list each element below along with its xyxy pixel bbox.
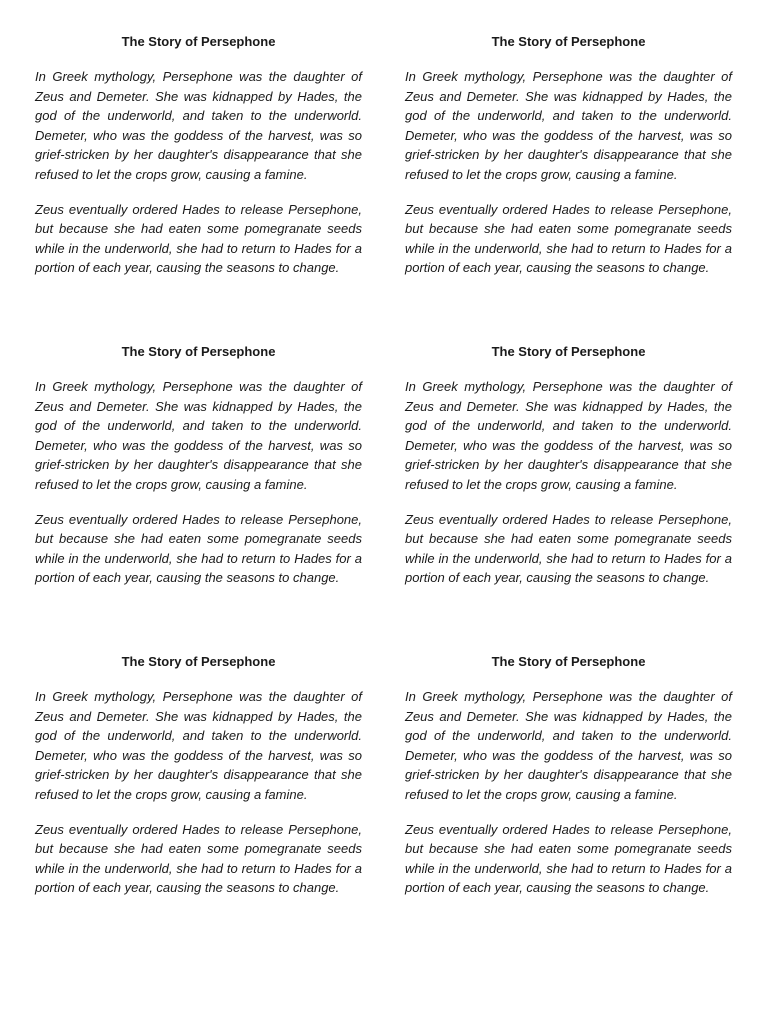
story-card [35,344,362,588]
card-paragraph: Zeus eventually ordered Hades to release Persephone, but because she had eaten some pomegranate seeds while in the underworld, she had to return to Hades for a portion of each year, causing the seasons to change. [405,821,732,896]
card-paragraph: In Greek mythology, Persephone was the daughter of Zeus and Demeter. She was kidnapped by Hades, the god of the underworld, and taken to the underworld. Demeter, who was the goddess of the harvest, was so grief-stricken by her daughter's disappearance that she refused to let the crops grow, causing a famine. [35,689,362,802]
card-title: The Story of Persephone [491,654,646,669]
card-paragraph: Zeus eventually ordered Hades to release Persephone, but because she had eaten some pomegranate seeds while in the underworld, she had to return to Hades for a portion of each year, causing the seasons to change. [35,201,362,276]
story-card [405,344,732,588]
card-paragraph: Zeus eventually ordered Hades to release Persephone, but because she had eaten some pomegranate seeds while in the underworld, she had to return to Hades for a portion of each year, causing the seasons to change. [35,511,362,586]
card-paragraph: In Greek mythology, Persephone was the daughter of Zeus and Demeter. She was kidnapped by Hades, the god of the underworld, and taken to the underworld. Demeter, who was the goddess of the harvest, was so grief-stricken by her daughter's disappearance that she refused to let the crops grow, causing a famine. [405,689,732,802]
card-paragraph: Zeus eventually ordered Hades to release Persephone, but because she had eaten some pomegranate seeds while in the underworld, she had to return to Hades for a portion of each year, causing the seasons to change. [35,821,362,896]
card-title: The Story of Persephone [491,344,646,359]
card-paragraph: In Greek mythology, Persephone was the daughter of Zeus and Demeter. She was kidnapped by Hades, the god of the underworld, and taken to the underworld. Demeter, who was the goddess of the harvest, was so grief-stricken by her daughter's disappearance that she refused to let the crops grow, causing a famine. [35,379,362,492]
card-paragraph: In Greek mythology, Persephone was the daughter of Zeus and Demeter. She was kidnapped by Hades, the god of the underworld, and taken to the underworld. Demeter, who was the goddess of the harvest, was so grief-stricken by her daughter's disappearance that she refused to let the crops grow, causing a famine. [35,69,362,182]
card-title: The Story of Persephone [491,34,646,49]
story-card [35,654,362,898]
card-title: The Story of Persephone [121,344,276,359]
story-card [35,34,362,278]
story-card [405,34,732,278]
story-card [405,654,732,898]
card-paragraph: Zeus eventually ordered Hades to release Persephone, but because she had eaten some pomegranate seeds while in the underworld, she had to return to Hades for a portion of each year, causing the seasons to change. [405,511,732,586]
card-title: The Story of Persephone [121,34,276,49]
card-paragraph: In Greek mythology, Persephone was the daughter of Zeus and Demeter. She was kidnapped by Hades, the god of the underworld, and taken to the underworld. Demeter, who was the goddess of the harvest, was so grief-stricken by her daughter's disappearance that she refused to let the crops grow, causing a famine. [405,379,732,492]
card-paragraph: Zeus eventually ordered Hades to release Persephone, but because she had eaten some pomegranate seeds while in the underworld, she had to return to Hades for a portion of each year, causing the seasons to change. [405,201,732,276]
card-paragraph: In Greek mythology, Persephone was the daughter of Zeus and Demeter. She was kidnapped by Hades, the god of the underworld, and taken to the underworld. Demeter, who was the goddess of the harvest, was so grief-stricken by her daughter's disappearance that she refused to let the crops grow, causing a famine. [405,69,732,182]
card-title: The Story of Persephone [121,654,276,669]
